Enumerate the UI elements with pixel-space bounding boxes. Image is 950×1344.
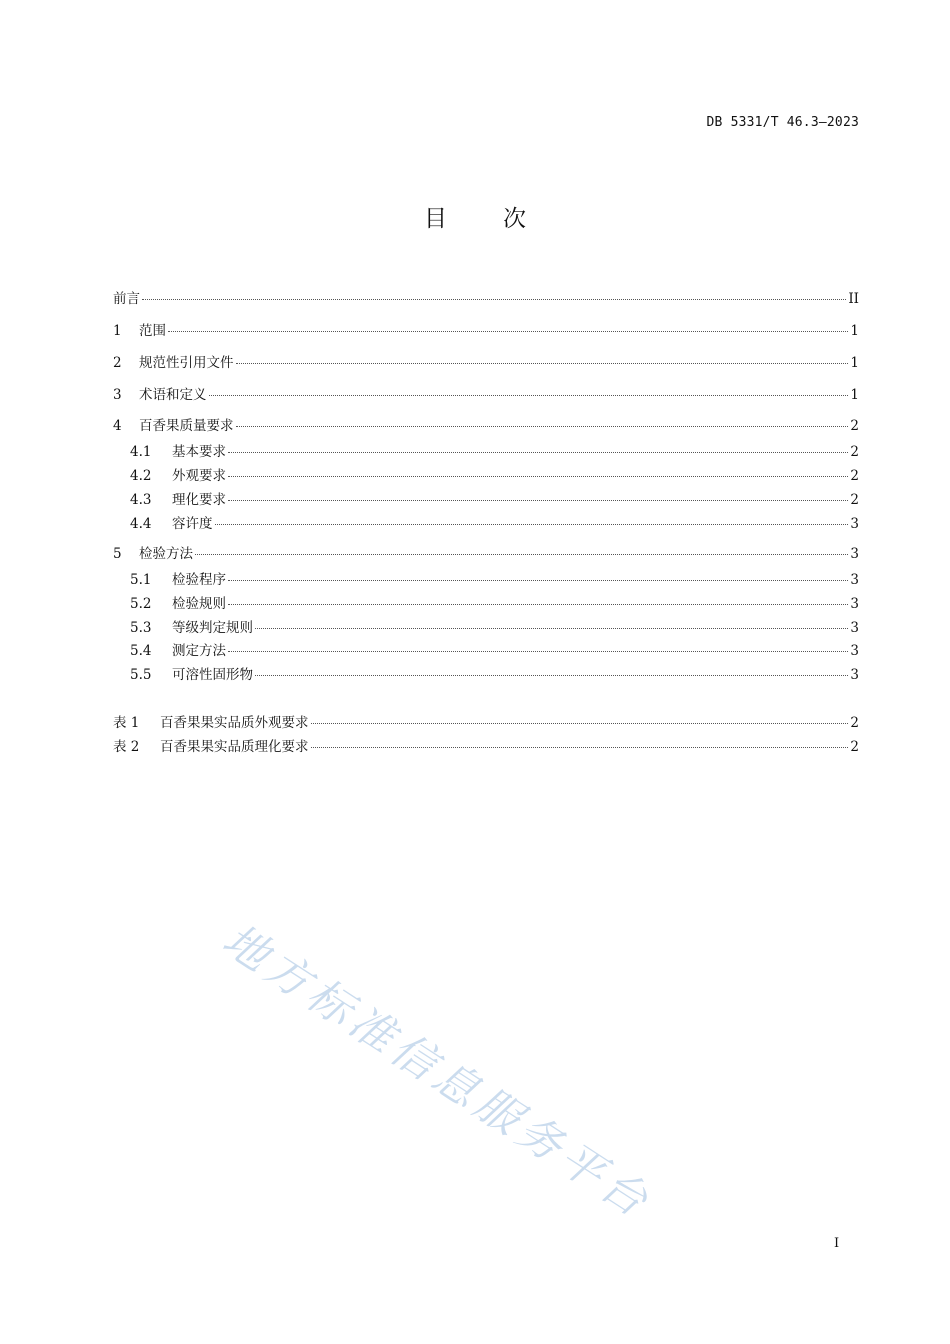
leader-dots	[195, 554, 848, 555]
toc-page: 1	[850, 387, 859, 403]
toc-entry-4-3[interactable]	[130, 491, 859, 509]
toc-title: 前言	[113, 291, 140, 307]
toc-title: 百香果质量要求	[139, 418, 234, 434]
toc-title: 基本要求	[172, 444, 226, 460]
toc-title: 可溶性固形物	[172, 667, 253, 683]
leader-dots	[209, 395, 849, 396]
toc-entry-4-2[interactable]	[130, 467, 859, 485]
leader-dots	[236, 363, 849, 364]
toc-number: 5	[113, 546, 122, 562]
leader-dots	[228, 500, 848, 501]
toc-number: 4.1	[130, 444, 152, 460]
toc-entry-4-1[interactable]	[130, 443, 859, 461]
toc-page: 2	[850, 444, 859, 460]
toc-title: 检验程序	[172, 572, 226, 588]
table-number: 表 1	[113, 715, 140, 731]
leader-dots	[228, 604, 848, 605]
leader-dots	[311, 723, 849, 724]
toc-page: 3	[850, 516, 859, 532]
leader-dots	[228, 580, 848, 581]
toc-number: 3	[113, 387, 122, 403]
toc-page: 3	[850, 572, 859, 588]
table-entry-1[interactable]	[113, 714, 859, 732]
toc-entry-4-4[interactable]	[130, 515, 859, 533]
toc-number: 4.2	[130, 468, 152, 484]
toc-entry-3[interactable]	[113, 386, 859, 404]
watermark: 地方标准信息服务平台	[213, 914, 661, 1230]
toc-entry-5-1[interactable]	[130, 571, 859, 589]
title-char-1: 目	[424, 206, 447, 232]
table-entry-2[interactable]	[113, 738, 859, 756]
toc-title: 规范性引用文件	[139, 355, 234, 371]
toc-title: 检验方法	[139, 546, 193, 562]
toc-title: 术语和定义	[139, 387, 207, 403]
leader-dots	[228, 651, 848, 652]
toc-entry-5-2[interactable]	[130, 595, 859, 613]
toc-entry-5-5[interactable]	[130, 666, 859, 684]
leader-dots	[255, 628, 848, 629]
toc-page: 1	[850, 355, 859, 371]
toc-number: 5.4	[130, 643, 152, 659]
toc-entry-2[interactable]	[113, 354, 859, 372]
page-title	[0, 200, 950, 233]
toc-page: 2	[850, 468, 859, 484]
toc-page: 3	[850, 667, 859, 683]
toc-page: 3	[850, 643, 859, 659]
toc-page: 3	[850, 546, 859, 562]
toc-number: 4.3	[130, 492, 152, 508]
toc-entry-foreword[interactable]	[113, 290, 859, 308]
leader-dots	[228, 476, 848, 477]
leader-dots	[228, 452, 848, 453]
table-number: 表 2	[113, 739, 140, 755]
toc-entry-1[interactable]	[113, 322, 859, 340]
toc-number: 5.1	[130, 572, 152, 588]
document-code: DB 5331/T 46.3—2023	[706, 115, 859, 130]
leader-dots	[236, 426, 849, 427]
toc-page: 1	[850, 323, 859, 339]
title-char-2: 次	[503, 206, 526, 232]
table-title: 百香果果实品质理化要求	[160, 739, 309, 755]
leader-dots	[311, 747, 849, 748]
toc-number: 4.4	[130, 516, 152, 532]
leader-dots	[215, 524, 849, 525]
toc-number: 5.5	[130, 667, 152, 683]
toc-number: 5.2	[130, 596, 152, 612]
toc-page: 3	[850, 620, 859, 636]
toc-title: 测定方法	[172, 643, 226, 659]
toc-number: 5.3	[130, 620, 152, 636]
table-title: 百香果果实品质外观要求	[160, 715, 309, 731]
toc-entry-5-3[interactable]	[130, 619, 859, 637]
toc-title: 容许度	[172, 516, 213, 532]
toc-entry-5[interactable]	[113, 545, 859, 563]
toc-entry-4[interactable]	[113, 417, 859, 435]
table-page: 2	[850, 715, 859, 731]
toc-page: 2	[850, 418, 859, 434]
toc-page: 3	[850, 596, 859, 612]
toc-entry-5-4[interactable]	[130, 642, 859, 660]
toc-title: 范围	[139, 323, 166, 339]
leader-dots	[255, 675, 848, 676]
page-number: I	[834, 1236, 840, 1251]
toc-title: 外观要求	[172, 468, 226, 484]
table-page: 2	[850, 739, 859, 755]
toc-page: II	[848, 291, 859, 307]
toc-title: 理化要求	[172, 492, 226, 508]
toc-title: 检验规则	[172, 596, 226, 612]
toc-title: 等级判定规则	[172, 620, 253, 636]
toc-number: 4	[113, 418, 122, 434]
toc-page: 2	[850, 492, 859, 508]
toc-number: 1	[113, 323, 122, 339]
toc-number: 2	[113, 355, 122, 371]
leader-dots	[142, 299, 846, 300]
leader-dots	[168, 331, 848, 332]
